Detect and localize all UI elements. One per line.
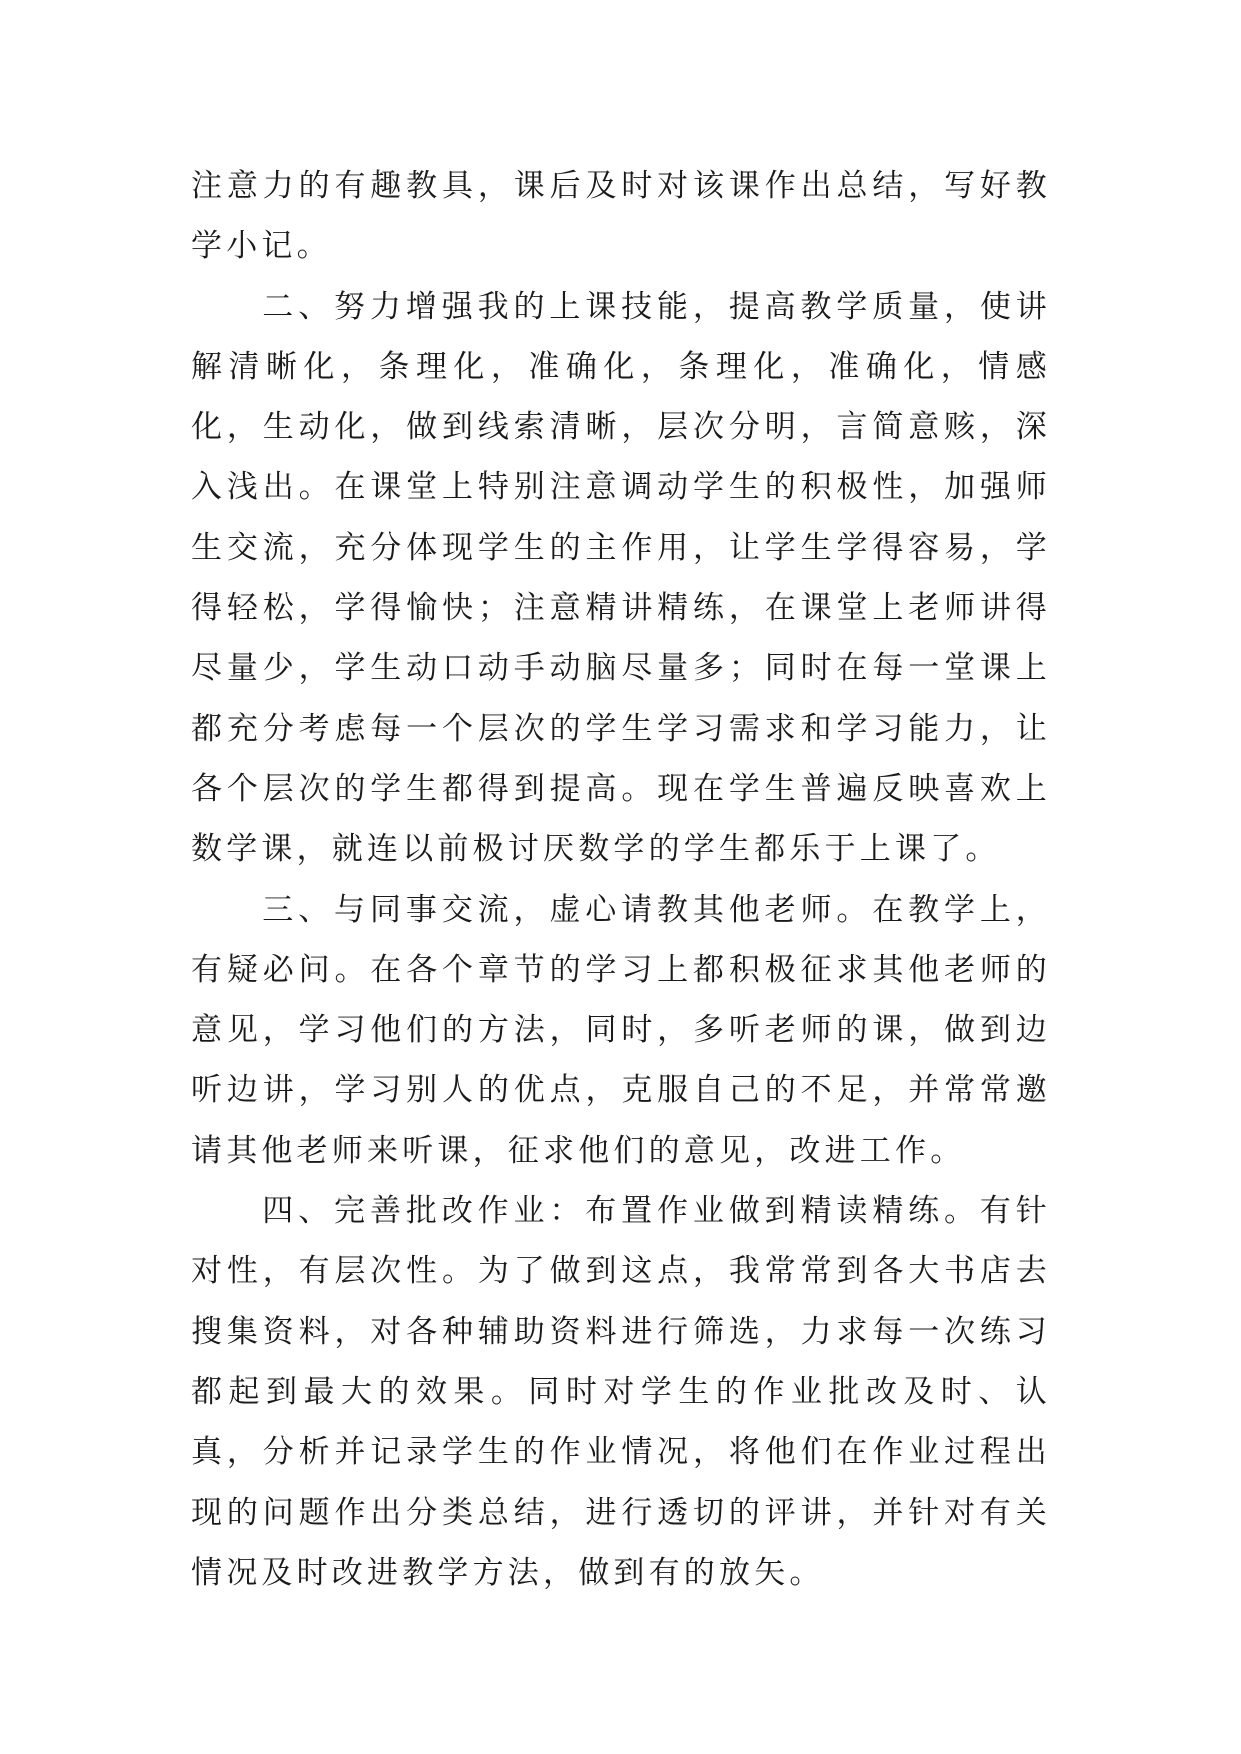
paragraph-section-two: 二、努力增强我的上课技能，提高教学质量，使讲解清晰化，条理化，准确化，条理化，准确化，情感化，生动化，做到线索清晰，层次分明，言简意赅，深入浅出。在课堂上特别注意调动学生的积极性，加强师生交流，充分体现学生的主作用，让学生学得容易，学得轻松，学得愉快；注意精讲精练，在课堂上老师讲得尽量少，学生动口动手动脑尽量多；同时在每一堂课上都充分考虑每一个层次的学生学习需求和学习能力，让各个层次的学生都得到提高。现在学生普遍反映喜欢上数学课，就连以前极讨厌数学的学生都乐于上课了。 [191, 288, 1051, 868]
document-body [191, 156, 1051, 1603]
paragraph-continuation: 注意力的有趣教具，课后及时对该课作出总结，写好教学小记。 [191, 168, 1051, 265]
paragraph-section-three: 三、与同事交流，虚心请教其他老师。在教学上，有疑必问。在各个章节的学习上都积极征求其他老师的意见，学习他们的方法，同时，多听老师的课，做到边听边讲，学习别人的优点，克服自己的不足，并常常邀请其他老师来听课，征求他们的意见，改进工作。 [191, 891, 1051, 1169]
paragraph-section-four: 四、完善批改作业：布置作业做到精读精练。有针对性，有层次性。为了做到这点，我常常到各大书店去搜集资料，对各种辅助资料进行筛选，力求每一次练习都起到最大的效果。同时对学生的作业批改及时、认真，分析并记录学生的作业情况，将他们在作业过程出现的问题作出分类总结，进行透切的评讲，并针对有关情况及时改进教学方法，做到有的放矢。 [191, 1193, 1051, 1591]
